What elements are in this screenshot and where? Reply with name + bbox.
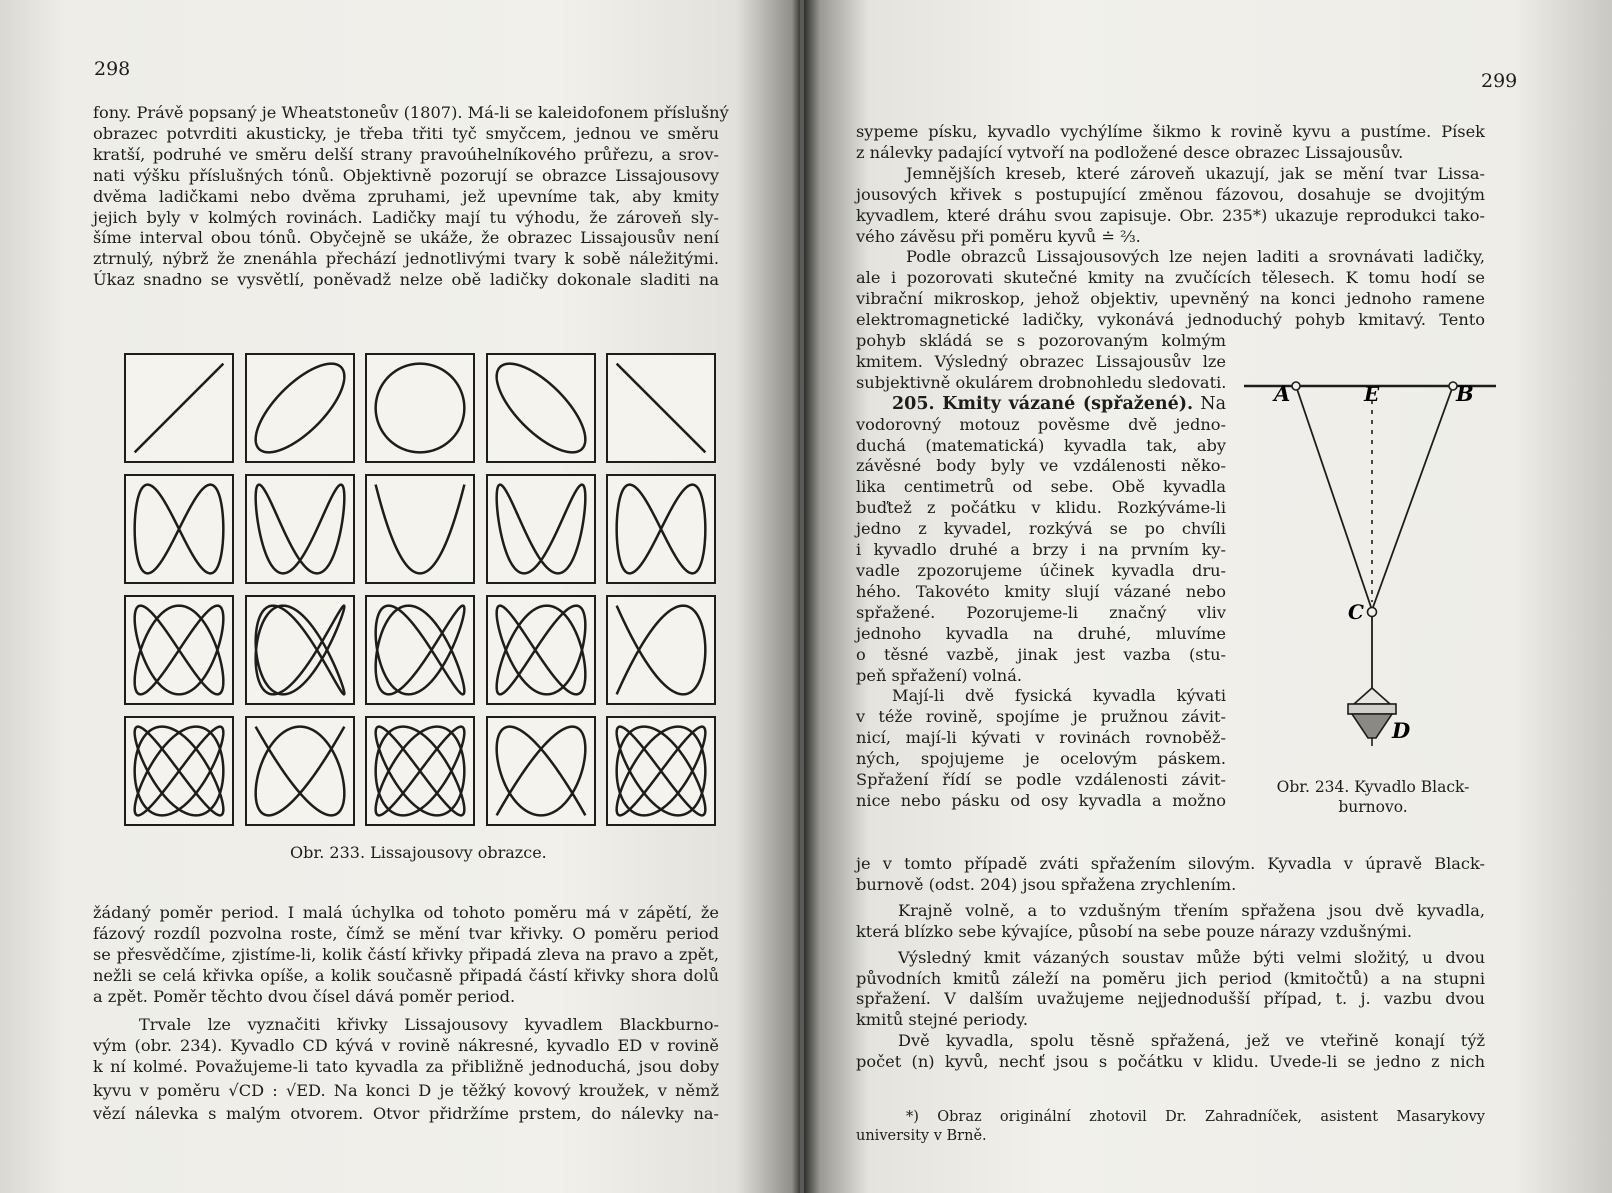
lissajous-curve-cell	[124, 474, 234, 584]
left-paragraph-2	[93, 903, 719, 1008]
text-line: obrazec potvrditi akusticky, je třeba třiti tyč smyčcem, jednou ve směru	[93, 123, 719, 143]
text-line: spřažení. V dalším uvažujeme nejjednodušší případ, t. j. vazbu dvou	[856, 989, 1485, 1009]
text-line: peň spřažení) volná.	[856, 665, 1023, 685]
lissajous-figure-grid	[124, 353, 716, 829]
text-line: nežli se celá křivka opíše, a kolik současně připadá částí křivky shora dolů	[93, 965, 719, 985]
text-line: vým (obr. 234). Kyvadlo CD kývá v rovině nákresné, kyvadlo ED v rovině	[93, 1035, 719, 1055]
lissajous-curve	[376, 727, 465, 816]
lissajous-curve-cell	[486, 595, 596, 705]
lissajous-curve	[496, 364, 585, 453]
text-line: o těsné vazbě, jinak jest vazba (stu-	[856, 644, 1226, 664]
lissajous-curve	[255, 364, 344, 453]
text-line: a zpět. Poměr těchto dvou čísel dává poměr period.	[93, 986, 516, 1006]
left-page	[0, 0, 800, 1193]
text-line: kmitů stejné periody.	[856, 1010, 1029, 1030]
lissajous-curve	[255, 727, 344, 816]
right-paragraph-lower	[856, 854, 1485, 1073]
text-line: fony. Právě popsaný je Wheatstoneův (1807). Má-li se kaleidofonem příslušný	[93, 103, 729, 122]
text-line: počet (n) kyvů, nechť jsou s počátku v klidu. Uvede-li se jedno z nich	[856, 1052, 1485, 1072]
text-line: Úkaz snadno se vysvětlí, poněvadž nelze obě ladičky dokonale sladiti na	[93, 270, 719, 290]
string-left	[1296, 386, 1372, 610]
label-a: A	[1274, 381, 1291, 406]
text-line: k ní kolmé. Považujeme-li tato kyvadla za přibližně jednoduchá, jsou doby	[93, 1056, 719, 1076]
text-line: *) Obraz originální zhotovil Dr. Zahradníček, asistent Masarykovy	[906, 1109, 1485, 1125]
text-line: kyvu v poměru √CD : √ED. Na konci D je těžký kovový kroužek, v němž	[93, 1080, 719, 1100]
caption-line: Obr. 234. Kyvadlo Black-	[1276, 778, 1470, 796]
funnel-weight	[1348, 688, 1396, 746]
lissajous-curve	[617, 606, 706, 695]
text-line: nice nebo pásku od osy kyvadla a možno	[856, 790, 1226, 810]
text-line: lika centimetrů od sebe. Obě kyvadla	[856, 477, 1226, 497]
text-line: jejich byly v kolmých rovinách. Ladičky mají tu výhodu, že zároveň sly-	[93, 207, 719, 227]
lissajous-curve	[255, 606, 344, 695]
text-line: žádaný poměr period. I malá úchylka od tohoto poměru má v zápětí, že	[93, 903, 719, 922]
left-paragraph-3	[93, 1015, 719, 1125]
lissajous-curve	[496, 727, 585, 816]
lissajous-curve	[496, 485, 585, 574]
lissajous-curve	[135, 727, 224, 816]
text-line: hého. Takovéto kmity slují vázané nebo	[856, 581, 1226, 601]
text-line: vadle zpozorujeme účinek kyvadla dru-	[856, 560, 1226, 580]
caption-line: burnovo.	[1338, 798, 1408, 816]
text-line: vého závěsu při poměru kyvů ≐ ⅔.	[856, 226, 1141, 246]
text-line: buďtež z počátku v klidu. Rozkýváme-li	[856, 498, 1226, 518]
text-line: fázový rozdíl pozvolna roste, čímž se mění tvar křivky. O poměru period	[93, 923, 719, 943]
text-line: původních kmitů záleží na poměru jich period (kmitočtů) a na stupni	[856, 968, 1485, 988]
text-line: elektromagnetické ladičky, vykonává jednoduchý pohyb kmitavý. Tento	[856, 310, 1485, 330]
lissajous-curve	[135, 485, 224, 574]
text-line: jousových křivek s postupující změnou fázovou, dosahuje se dvojitým	[856, 184, 1485, 204]
text-line: Podle obrazců Lissajousových lze nejen laditi a srovnávati ladičky,	[906, 247, 1485, 267]
text-line: university v Brně.	[856, 1128, 987, 1144]
text-line: vězí nálevka s malým otvorem. Otvor přidržíme prstem, do nálevky na-	[93, 1103, 719, 1123]
lissajous-curve-cell	[606, 595, 716, 705]
lissajous-curve-cell	[365, 353, 475, 463]
label-c: C	[1348, 600, 1364, 624]
text-line: ných, spojujeme je ocelovým páskem.	[856, 749, 1226, 769]
lissajous-curve-cell	[124, 353, 234, 463]
text-line: Mají-li dvě fysická kyvadla kývati	[892, 686, 1226, 706]
lissajous-curve-cell	[365, 716, 475, 826]
text-line: spřažené. Pozorujeme-li značný vliv	[856, 602, 1226, 622]
label-b: B	[1456, 381, 1474, 406]
lissajous-curve-cell	[606, 716, 716, 826]
section-heading: 205. Kmity vázané (spřažené).	[892, 393, 1194, 414]
lissajous-curve	[135, 606, 224, 695]
right-paragraph-1	[856, 122, 1485, 331]
lissajous-curve-cell	[124, 595, 234, 705]
lissajous-curve-cell	[365, 474, 475, 584]
text-line: i kyvadlo druhé a brzy i na prvním ky-	[856, 540, 1226, 560]
lissajous-curve-cell	[486, 716, 596, 826]
text-line: Krajně volně, a to vzdušným třením spřažena jsou dvě kyvadla,	[898, 900, 1485, 920]
section-205-first-line	[856, 394, 1226, 415]
text-line: závěsné body byly ve vzdálenosti něko-	[856, 456, 1226, 476]
text-line: ztrnulý, nýbrž že znenáhla přechází jednotlivými tvary k sobě náležitými.	[93, 249, 719, 269]
lissajous-curve-cell	[245, 474, 355, 584]
blackburn-pendulum-figure	[1244, 360, 1504, 760]
text-line: je v tomto případě zváti spřažením silovým. Kyvadla v úpravě Black-	[856, 854, 1485, 873]
lissajous-curve	[135, 364, 224, 453]
figure-234-caption	[1248, 777, 1498, 817]
page-number: 298	[94, 58, 131, 80]
text-line: Výsledný kmit vázaných soustav může býti velmi složitý, u dvou	[898, 947, 1485, 967]
lissajous-curve-cell	[365, 595, 475, 705]
text-line: burnově (odst. 204) jsou spřažena zrychlením.	[856, 874, 1237, 894]
text-line: jedno z kyvadel, rozkývá se po chvíli	[856, 519, 1226, 539]
lissajous-curve	[376, 485, 465, 574]
label-e: E	[1364, 382, 1380, 406]
lissajous-curve	[617, 485, 706, 574]
lissajous-curve-cell	[245, 353, 355, 463]
text-line: Jemnějších kreseb, které zároveň ukazují, jak se mění tvar Lissa-	[906, 163, 1485, 183]
text-line: která blízko sebe kývajíce, působí na sebe pouze nárazy vzdušnými.	[856, 921, 1413, 941]
text-line: sypeme písku, kyvadlo vychýlíme šikmo k rovině kyvu a pustíme. Písek	[856, 122, 1485, 141]
pivot-a	[1292, 382, 1300, 390]
lissajous-curve	[617, 364, 706, 453]
string-right	[1372, 386, 1453, 610]
text-line: vodorovný motouz pověsme dvě jedno-	[856, 414, 1226, 434]
lissajous-curve	[255, 485, 344, 574]
lissajous-curve	[496, 606, 585, 695]
right-narrow-column	[856, 331, 1226, 812]
junction-c	[1368, 608, 1377, 617]
text-line: duchá (matematická) kyvadla tak, aby	[856, 435, 1226, 455]
figure-233-caption: Obr. 233. Lissajousovy obrazce.	[290, 843, 547, 862]
lissajous-curve	[376, 606, 465, 695]
text-line: v téže rovině, spojíme je pružnou závit-	[856, 707, 1226, 727]
left-paragraph-1	[93, 103, 729, 291]
lissajous-curve-cell	[486, 353, 596, 463]
text-line: dvěma ladičkami nebo dvěma zpruhami, jež upevníme tak, aby kmity	[93, 186, 719, 206]
text-line: Trvale lze vyznačiti křivky Lissajousovy kyvadlem Blackburno-	[139, 1015, 719, 1034]
text-line: šíme interval obou tónů. Obyčejně se ukáže, že obrazec Lissajousův není	[93, 228, 719, 248]
text-span: Na	[1200, 393, 1226, 414]
text-line: pohyb skládá se s pozorovaným kolmým	[856, 331, 1226, 350]
text-line: Spřažení řídí se podle vzdálenosti závit-	[856, 770, 1226, 790]
footnote	[856, 1108, 1485, 1146]
text-line: kyvadlem, které dráhu svou zapisuje. Obr. 235*) ukazuje reprodukci tako-	[856, 205, 1485, 225]
text-line: kmitem. Výsledný obrazec Lissajousův lze	[856, 351, 1226, 371]
lissajous-curve-cell	[606, 353, 716, 463]
label-d: D	[1392, 718, 1411, 743]
text-line: ale i pozorovati skutečné kmity na zvučících tělesech. K tomu hodí se	[856, 268, 1485, 288]
lissajous-curve	[376, 364, 465, 453]
right-page	[804, 0, 1612, 1193]
lissajous-curve-cell	[486, 474, 596, 584]
lissajous-curve-cell	[245, 716, 355, 826]
text-line: Dvě kyvadla, spolu těsně spřažená, jež ve vteřině konají týž	[898, 1031, 1485, 1051]
text-line: nicí, mají-li kývati v rovinách rovnoběž-	[856, 728, 1226, 748]
lissajous-curve-cell	[124, 716, 234, 826]
text-line: vibrační mikroskop, jehož objektiv, upevněný na konci jednoho ramene	[856, 289, 1485, 309]
lissajous-curve-cell	[245, 595, 355, 705]
page-number: 299	[1481, 70, 1518, 92]
text-line: z nálevky padající vytvoří na podložené desce obrazec Lissajousův.	[856, 142, 1404, 162]
text-line: se přesvědčíme, zjistíme-li, kolik částí křivky připadá zleva na pravo a zpět,	[93, 944, 719, 964]
lissajous-curve	[617, 727, 706, 816]
text-line: kratší, podruhé ve směru delší strany pravoúhelníkového průřezu, a srov-	[93, 144, 719, 164]
text-line: jednoho kyvadla na druhé, mluvíme	[856, 623, 1226, 643]
text-line: subjektivně okulárem drobnohledu sledovati.	[856, 372, 1227, 392]
text-line: nati výšku příslušných tónů. Objektivně pozorují se obrazce Lissajousovy	[93, 165, 719, 185]
lissajous-curve-cell	[606, 474, 716, 584]
